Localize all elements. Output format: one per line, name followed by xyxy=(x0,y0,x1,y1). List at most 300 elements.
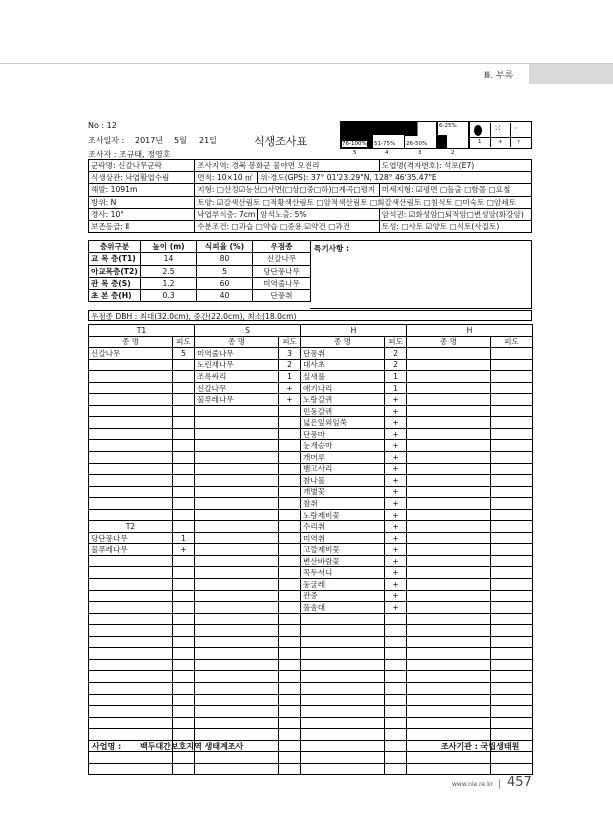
table-row xyxy=(89,671,533,683)
soil-type: 토양: ☑갈색산림토 □적황색산림토 □암적색산림토 □회갈색산림토 □침식토 □미숙토 □암쇄토 xyxy=(195,196,532,208)
species-cell xyxy=(195,509,279,521)
species-name-header: 종 명 xyxy=(407,336,491,348)
species-cell xyxy=(89,729,173,741)
table-row xyxy=(89,463,533,475)
table-row xyxy=(89,590,533,602)
cover-cell xyxy=(279,636,301,648)
species-cell xyxy=(195,475,279,487)
species-cell xyxy=(407,452,491,464)
cover-cell xyxy=(491,394,533,406)
species-cell xyxy=(301,717,385,729)
cover-cell: + xyxy=(385,428,407,440)
species-cell: 신갈나무 xyxy=(195,382,279,394)
bedrock: 암석권: ☑화성암□퇴적암□변성암(화강암) xyxy=(379,208,531,220)
species-cell: 넓은잎외잎쑥 xyxy=(301,417,385,429)
cover-cell xyxy=(491,567,533,579)
cover-cell xyxy=(279,475,301,487)
species-cell xyxy=(407,428,491,440)
species-cell xyxy=(407,706,491,718)
cover-cell xyxy=(491,509,533,521)
cover-cell xyxy=(173,498,195,510)
microtopography: 미세지형: ☑평면 □돌출 □함몰 □요철 xyxy=(379,184,531,196)
cover-cell xyxy=(385,682,407,694)
altitude: 해발: 1091m xyxy=(89,184,195,196)
species-cell: 뱀고사리 xyxy=(301,463,385,475)
cover-cell xyxy=(173,706,195,718)
table-row xyxy=(89,579,533,591)
cover-cell: + xyxy=(385,463,407,475)
table-row xyxy=(89,694,533,706)
species-cell xyxy=(89,752,173,764)
cover-cell: + xyxy=(385,498,407,510)
cover-cell xyxy=(279,648,301,660)
cover-cell xyxy=(173,371,195,383)
cover-cell xyxy=(173,694,195,706)
species-cell xyxy=(301,729,385,741)
survey-region: 조사지역: 경북 봉화군 물야면 오전리 xyxy=(195,160,380,172)
cover-cell xyxy=(491,440,533,452)
cover-cell xyxy=(385,648,407,660)
species-table xyxy=(88,324,533,775)
species-cell xyxy=(407,590,491,602)
cover-cell xyxy=(385,706,407,718)
cover-cell xyxy=(173,613,195,625)
cover-cell: + xyxy=(385,555,407,567)
species-cell xyxy=(407,752,491,764)
species-cell xyxy=(301,752,385,764)
species-cell xyxy=(301,706,385,718)
layer-cover: 40 xyxy=(197,290,253,302)
species-cell xyxy=(407,671,491,683)
species-cell xyxy=(301,613,385,625)
species-cell xyxy=(407,613,491,625)
species-cell xyxy=(89,671,173,683)
species-cell xyxy=(407,659,491,671)
species-cell xyxy=(195,417,279,429)
special-notes-box xyxy=(310,240,532,309)
cover-cell xyxy=(173,763,195,775)
species-cell xyxy=(89,625,173,637)
dot-large-icon xyxy=(474,125,482,136)
community-name: 군락명: 신갈나무군락 xyxy=(89,160,195,172)
species-cell xyxy=(301,740,385,752)
cover-cell xyxy=(279,602,301,614)
cover-cell xyxy=(173,417,195,429)
cover-cell xyxy=(279,417,301,429)
survey-date-label: 조사일자 : xyxy=(88,136,125,145)
table-row xyxy=(89,625,533,637)
species-cell xyxy=(301,694,385,706)
cover-cell xyxy=(279,671,301,683)
species-cell xyxy=(195,694,279,706)
species-cell xyxy=(89,694,173,706)
cover-cell xyxy=(173,475,195,487)
cover-cell xyxy=(173,682,195,694)
survey-date-year: 2017년 xyxy=(135,136,164,145)
cover-cell xyxy=(279,567,301,579)
species-cell: 고깔제비꽃 xyxy=(301,544,385,556)
cover-cell xyxy=(279,763,301,775)
cover-cell xyxy=(491,382,533,394)
table-row xyxy=(89,440,533,452)
coverage-box-small: ⁙ · 1 + r xyxy=(469,121,532,149)
table-row xyxy=(89,382,533,394)
layer-name: 관 목 층(S) xyxy=(89,277,141,289)
species-cell xyxy=(89,417,173,429)
cover-cell xyxy=(385,671,407,683)
species-cell xyxy=(195,452,279,464)
cover-cell xyxy=(173,359,195,371)
cover-cell xyxy=(173,671,195,683)
cover-cell xyxy=(385,613,407,625)
cover-cell: + xyxy=(385,394,407,406)
cover-cell xyxy=(173,521,195,533)
coverage-number-4: 4 xyxy=(385,150,389,156)
cover-header: 피도 xyxy=(279,336,301,348)
cover-cell xyxy=(279,405,301,417)
table-row xyxy=(89,544,533,556)
species-cell xyxy=(407,498,491,510)
cover-cell: 2 xyxy=(279,359,301,371)
cover-cell: + xyxy=(385,417,407,429)
species-cell: 변산바람꽃 xyxy=(301,555,385,567)
cover-cell: + xyxy=(279,382,301,394)
rock-exposure: 암석노출: 5% xyxy=(258,208,379,220)
cover-cell xyxy=(173,440,195,452)
cover-cell xyxy=(491,544,533,556)
table-row xyxy=(89,428,533,440)
site-info-table xyxy=(88,159,532,233)
cover-cell: + xyxy=(385,590,407,602)
cover-cell xyxy=(491,717,533,729)
species-cell xyxy=(89,648,173,660)
species-cell xyxy=(407,602,491,614)
cover-cell xyxy=(279,590,301,602)
layer-height: 0.3 xyxy=(141,290,197,302)
table-row xyxy=(89,636,533,648)
cover-cell xyxy=(491,682,533,694)
cover-cell xyxy=(279,463,301,475)
t2-section-label: T2 xyxy=(89,521,173,533)
cover-cell xyxy=(385,752,407,764)
cover-cell xyxy=(491,428,533,440)
species-cell xyxy=(195,405,279,417)
species-cell xyxy=(407,521,491,533)
cover-cell: + xyxy=(385,602,407,614)
cover-cell xyxy=(279,740,301,752)
cover-header: 식피율 (%) xyxy=(197,241,253,253)
survey-number: No : 12 xyxy=(88,121,117,130)
cover-cell: + xyxy=(385,544,407,556)
table-row xyxy=(89,567,533,579)
species-cell: 참취 xyxy=(301,498,385,510)
layer-cover: 5 xyxy=(197,265,253,277)
species-cell xyxy=(195,659,279,671)
species-cell xyxy=(195,729,279,741)
survey-agency: 조사기관 : 국립생태원 xyxy=(441,742,520,751)
dot-small-icon: · xyxy=(514,124,517,133)
cover-cell xyxy=(279,544,301,556)
cover-cell xyxy=(491,671,533,683)
table-row xyxy=(89,359,533,371)
table-row xyxy=(89,682,533,694)
coverage-number-5: 5 xyxy=(353,150,357,156)
table-row xyxy=(89,752,533,764)
species-cell: 참나물 xyxy=(301,475,385,487)
cover-cell: + xyxy=(279,394,301,406)
species-cell xyxy=(89,659,173,671)
cover-cell xyxy=(279,694,301,706)
species-cell xyxy=(407,579,491,591)
species-cell xyxy=(89,636,173,648)
layer-dominant: 당단풍나무 xyxy=(253,265,311,277)
dominant-header: 우점종 xyxy=(253,241,311,253)
cover-cell xyxy=(173,463,195,475)
species-cell xyxy=(195,567,279,579)
species-cell xyxy=(195,544,279,556)
species-cell: 물푸레나무 xyxy=(195,394,279,406)
layer-dominant: 신갈나무 xyxy=(253,253,311,265)
gps-coordinates: 위·경도(GPS): 37° 01'23.29"N, 128° 46'35.47"E xyxy=(258,172,532,184)
species-cell xyxy=(407,729,491,741)
slope: 경사: 10° xyxy=(89,208,195,220)
cover-cell: 3 xyxy=(279,348,301,360)
table-row xyxy=(89,371,533,383)
cover-cell: + xyxy=(173,544,195,556)
project-name: 백두대간보호지역 생태계조사 xyxy=(140,742,244,751)
species-cell xyxy=(301,682,385,694)
cover-cell: 2 xyxy=(385,348,407,360)
species-cell: 실새풀 xyxy=(301,371,385,383)
cover-cell xyxy=(173,752,195,764)
table-row xyxy=(89,509,533,521)
species-cell: 대사초 xyxy=(301,359,385,371)
cover-cell xyxy=(491,602,533,614)
cover-cell xyxy=(173,729,195,741)
appendix-tab xyxy=(529,64,613,84)
species-cell xyxy=(195,706,279,718)
species-cell xyxy=(89,371,173,383)
species-cell xyxy=(89,440,173,452)
cover-cell xyxy=(173,428,195,440)
cover-cell xyxy=(279,532,301,544)
page-number: 457 xyxy=(507,775,532,790)
cover-cell xyxy=(491,694,533,706)
table-row xyxy=(89,498,533,510)
species-cell xyxy=(89,405,173,417)
species-cell xyxy=(195,498,279,510)
cover-cell xyxy=(491,659,533,671)
species-cell xyxy=(89,613,173,625)
cover-cell xyxy=(491,486,533,498)
species-name-header: 종 명 xyxy=(301,336,385,348)
species-cell xyxy=(407,405,491,417)
species-cell: 노린재나무 xyxy=(195,359,279,371)
cover-cell xyxy=(173,567,195,579)
species-cell xyxy=(407,694,491,706)
cover-cell xyxy=(385,740,407,752)
species-cell xyxy=(407,532,491,544)
table-row xyxy=(89,348,533,360)
cover-cell xyxy=(173,452,195,464)
cover-cell: + xyxy=(385,567,407,579)
cover-cell xyxy=(385,636,407,648)
cover-cell xyxy=(173,394,195,406)
species-cell xyxy=(407,555,491,567)
species-cell: 미역줄나무 xyxy=(195,348,279,360)
table-row xyxy=(89,417,533,429)
cover-cell xyxy=(491,636,533,648)
species-cell xyxy=(301,763,385,775)
species-cell xyxy=(301,671,385,683)
cover-cell: + xyxy=(385,475,407,487)
special-notes-label: 특기사항 : xyxy=(314,244,350,253)
cover-cell xyxy=(491,648,533,660)
species-cell xyxy=(407,486,491,498)
species-cell xyxy=(89,498,173,510)
layer-height: 2.5 xyxy=(141,265,197,277)
cover-cell xyxy=(173,590,195,602)
cover-cell xyxy=(279,613,301,625)
species-cell xyxy=(195,579,279,591)
cover-cell xyxy=(279,498,301,510)
cover-cell xyxy=(491,613,533,625)
layer-height: 14 xyxy=(141,253,197,265)
table-row xyxy=(89,475,533,487)
topography: 지형: □산정☑능선□사면(□상□중□하)□계곡□평지 xyxy=(195,184,380,196)
table-row xyxy=(89,729,533,741)
species-cell xyxy=(195,717,279,729)
species-cell xyxy=(195,440,279,452)
cover-header: 피도 xyxy=(385,336,407,348)
dots-medium-icon: ⁙ xyxy=(494,124,502,134)
table-row xyxy=(89,452,533,464)
species-cell xyxy=(301,648,385,660)
dominant-dbh: 우점종 DBH : 최대(32.0cm), 중간(22.0cm), 최소(18.0cm) xyxy=(88,310,532,321)
litter-layer: 낙엽부식층: 7cm xyxy=(195,208,258,220)
species-cell xyxy=(89,590,173,602)
cover-cell xyxy=(385,717,407,729)
species-cell: 민둥갈퀴 xyxy=(301,405,385,417)
table-row xyxy=(89,405,533,417)
species-cell xyxy=(407,636,491,648)
species-cell: 풀솜대 xyxy=(301,602,385,614)
table-row xyxy=(89,602,533,614)
table-row xyxy=(89,763,533,775)
species-cell: 애기나리 xyxy=(301,382,385,394)
cover-cell xyxy=(491,729,533,741)
section-header-t1: T1 xyxy=(89,325,195,337)
species-cell xyxy=(89,486,173,498)
species-cell xyxy=(407,567,491,579)
species-cell: 노랑제비꽃 xyxy=(301,509,385,521)
cover-cell xyxy=(491,371,533,383)
cover-cell xyxy=(173,405,195,417)
layer-name: 초 본 층(H) xyxy=(89,290,141,302)
cover-cell xyxy=(491,359,533,371)
species-cell xyxy=(195,613,279,625)
species-cell xyxy=(407,394,491,406)
cover-cell xyxy=(279,659,301,671)
appendix-label: Ⅲ. 부록 xyxy=(484,71,514,81)
cover-cell xyxy=(279,509,301,521)
cover-cell xyxy=(279,752,301,764)
species-cell: 노랑갈퀴 xyxy=(301,394,385,406)
species-cell xyxy=(195,671,279,683)
cover-cell xyxy=(279,706,301,718)
species-cell xyxy=(89,428,173,440)
cover-cell: 1 xyxy=(385,371,407,383)
page-url: www.nie.re.kr xyxy=(452,781,494,788)
cover-cell xyxy=(491,579,533,591)
species-cell xyxy=(195,625,279,637)
cover-cell xyxy=(491,475,533,487)
cover-cell: 5 xyxy=(173,348,195,360)
species-cell xyxy=(407,348,491,360)
species-cell: 단풍취 xyxy=(301,348,385,360)
species-cell xyxy=(195,463,279,475)
cover-cell xyxy=(385,659,407,671)
table-row xyxy=(89,521,533,533)
cover-cell xyxy=(491,706,533,718)
cover-cell xyxy=(279,428,301,440)
cover-cell xyxy=(279,555,301,567)
cover-cell xyxy=(173,555,195,567)
table-row xyxy=(89,486,533,498)
layer-height: 1.2 xyxy=(141,277,197,289)
species-cell xyxy=(195,648,279,660)
species-cell xyxy=(407,417,491,429)
cover-cell xyxy=(173,486,195,498)
coverage-box-3: 26-50% xyxy=(404,121,437,149)
species-cell xyxy=(89,382,173,394)
species-cell xyxy=(89,567,173,579)
species-cell xyxy=(195,428,279,440)
species-cell xyxy=(301,625,385,637)
species-cell xyxy=(407,625,491,637)
species-cell xyxy=(89,452,173,464)
species-cell xyxy=(407,382,491,394)
cover-cell xyxy=(491,405,533,417)
species-cell xyxy=(195,763,279,775)
species-name-header: 종 명 xyxy=(195,336,279,348)
cover-cell: + xyxy=(385,532,407,544)
table-row xyxy=(89,394,533,406)
cover-cell xyxy=(173,717,195,729)
cover-cell: 1 xyxy=(385,382,407,394)
table-row xyxy=(89,659,533,671)
aspect: 방위: N xyxy=(89,196,195,208)
species-cell xyxy=(89,579,173,591)
layer-cover: 80 xyxy=(197,253,253,265)
cover-cell xyxy=(491,532,533,544)
cover-cell xyxy=(385,729,407,741)
cover-cell xyxy=(385,763,407,775)
header-rule xyxy=(0,63,613,64)
cover-cell xyxy=(385,625,407,637)
cover-cell xyxy=(491,752,533,764)
cover-cell xyxy=(279,625,301,637)
table-row xyxy=(89,648,533,660)
species-cell: 개별꽃 xyxy=(301,486,385,498)
cover-cell: + xyxy=(385,521,407,533)
cover-cell xyxy=(491,463,533,475)
cover-cell xyxy=(491,348,533,360)
map-sheet: 도엽명(격자번호): 석포(E7) xyxy=(379,160,531,172)
species-cell xyxy=(407,463,491,475)
cover-cell xyxy=(173,625,195,637)
species-cell xyxy=(407,359,491,371)
